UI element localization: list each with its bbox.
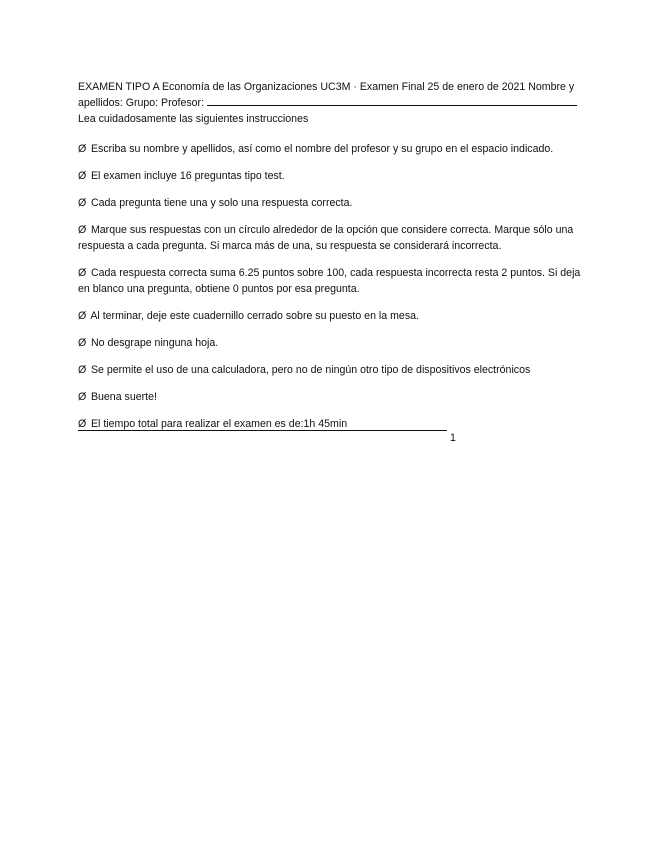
- instruction-text: Cada respuesta correcta suma 6.25 puntos sobre 100, cada respuesta incorrecta resta 2 puntos. Si deja en blanco una pregunta, obtiene 0 puntos por esa pregunta.: [78, 267, 581, 295]
- bullet-symbol: Ø: [78, 143, 87, 155]
- bullet-symbol: Ø: [78, 224, 87, 236]
- instruction-item: [78, 222, 582, 254]
- bullet-symbol: Ø: [78, 337, 87, 349]
- exam-header-line-2: [78, 95, 582, 111]
- instruction-item: [78, 141, 582, 157]
- instruction-text: Cada pregunta tiene una y solo una respuesta correcta.: [90, 197, 353, 209]
- instructions-title: Lea cuidadosamente las siguientes instrucciones: [78, 113, 309, 125]
- name-group-professor-label: apellidos: Grupo: Profesor:: [78, 97, 205, 109]
- bullet-symbol: Ø: [78, 418, 87, 430]
- instruction-text: El tiempo total para realizar el examen es de:1h 45min: [90, 418, 348, 430]
- page-number: 1: [450, 432, 456, 444]
- instruction-item: [78, 335, 582, 351]
- instruction-text: Escriba su nombre y apellidos, así como el nombre del profesor y su grupo en el espacio indicado.: [90, 143, 554, 155]
- instructions-list: [78, 141, 582, 432]
- bullet-symbol: Ø: [78, 197, 87, 209]
- bullet-symbol: Ø: [78, 310, 87, 322]
- instruction-text: Se permite el uso de una calculadora, pero no de ningún otro tipo de dispositivos electrónicos: [90, 364, 531, 376]
- name-fill-line: [207, 95, 577, 106]
- bullet-symbol: Ø: [78, 391, 87, 403]
- instruction-item: [78, 389, 582, 405]
- bullet-symbol: Ø: [78, 364, 87, 376]
- instruction-text: No desgrape ninguna hoja.: [90, 337, 219, 349]
- instruction-text: Buena suerte!: [90, 391, 157, 403]
- bullet-symbol: Ø: [78, 267, 87, 279]
- instruction-item: [78, 168, 582, 184]
- instruction-item: [78, 195, 582, 211]
- exam-content: [78, 79, 582, 443]
- exam-header-line-1: EXAMEN TIPO A Economía de las Organizaciones UC3M · Examen Final 25 de enero de 2021 Nombre y: [78, 81, 575, 93]
- instruction-item: [78, 308, 582, 324]
- instruction-text: Marque sus respuestas con un círculo alrededor de la opción que considere correcta. Marque sólo una respuesta a cada pregunta. Si marca más de una, su respuesta se considerará incorrecta.: [78, 224, 574, 252]
- bullet-symbol: Ø: [78, 170, 87, 182]
- instruction-text: Al terminar, deje este cuadernillo cerrado sobre su puesto en la mesa.: [90, 310, 419, 322]
- instruction-text: El examen incluye 16 preguntas tipo test.: [90, 170, 285, 182]
- instruction-item: [78, 265, 582, 297]
- instruction-item: [78, 362, 582, 378]
- footer-divider: [78, 430, 447, 431]
